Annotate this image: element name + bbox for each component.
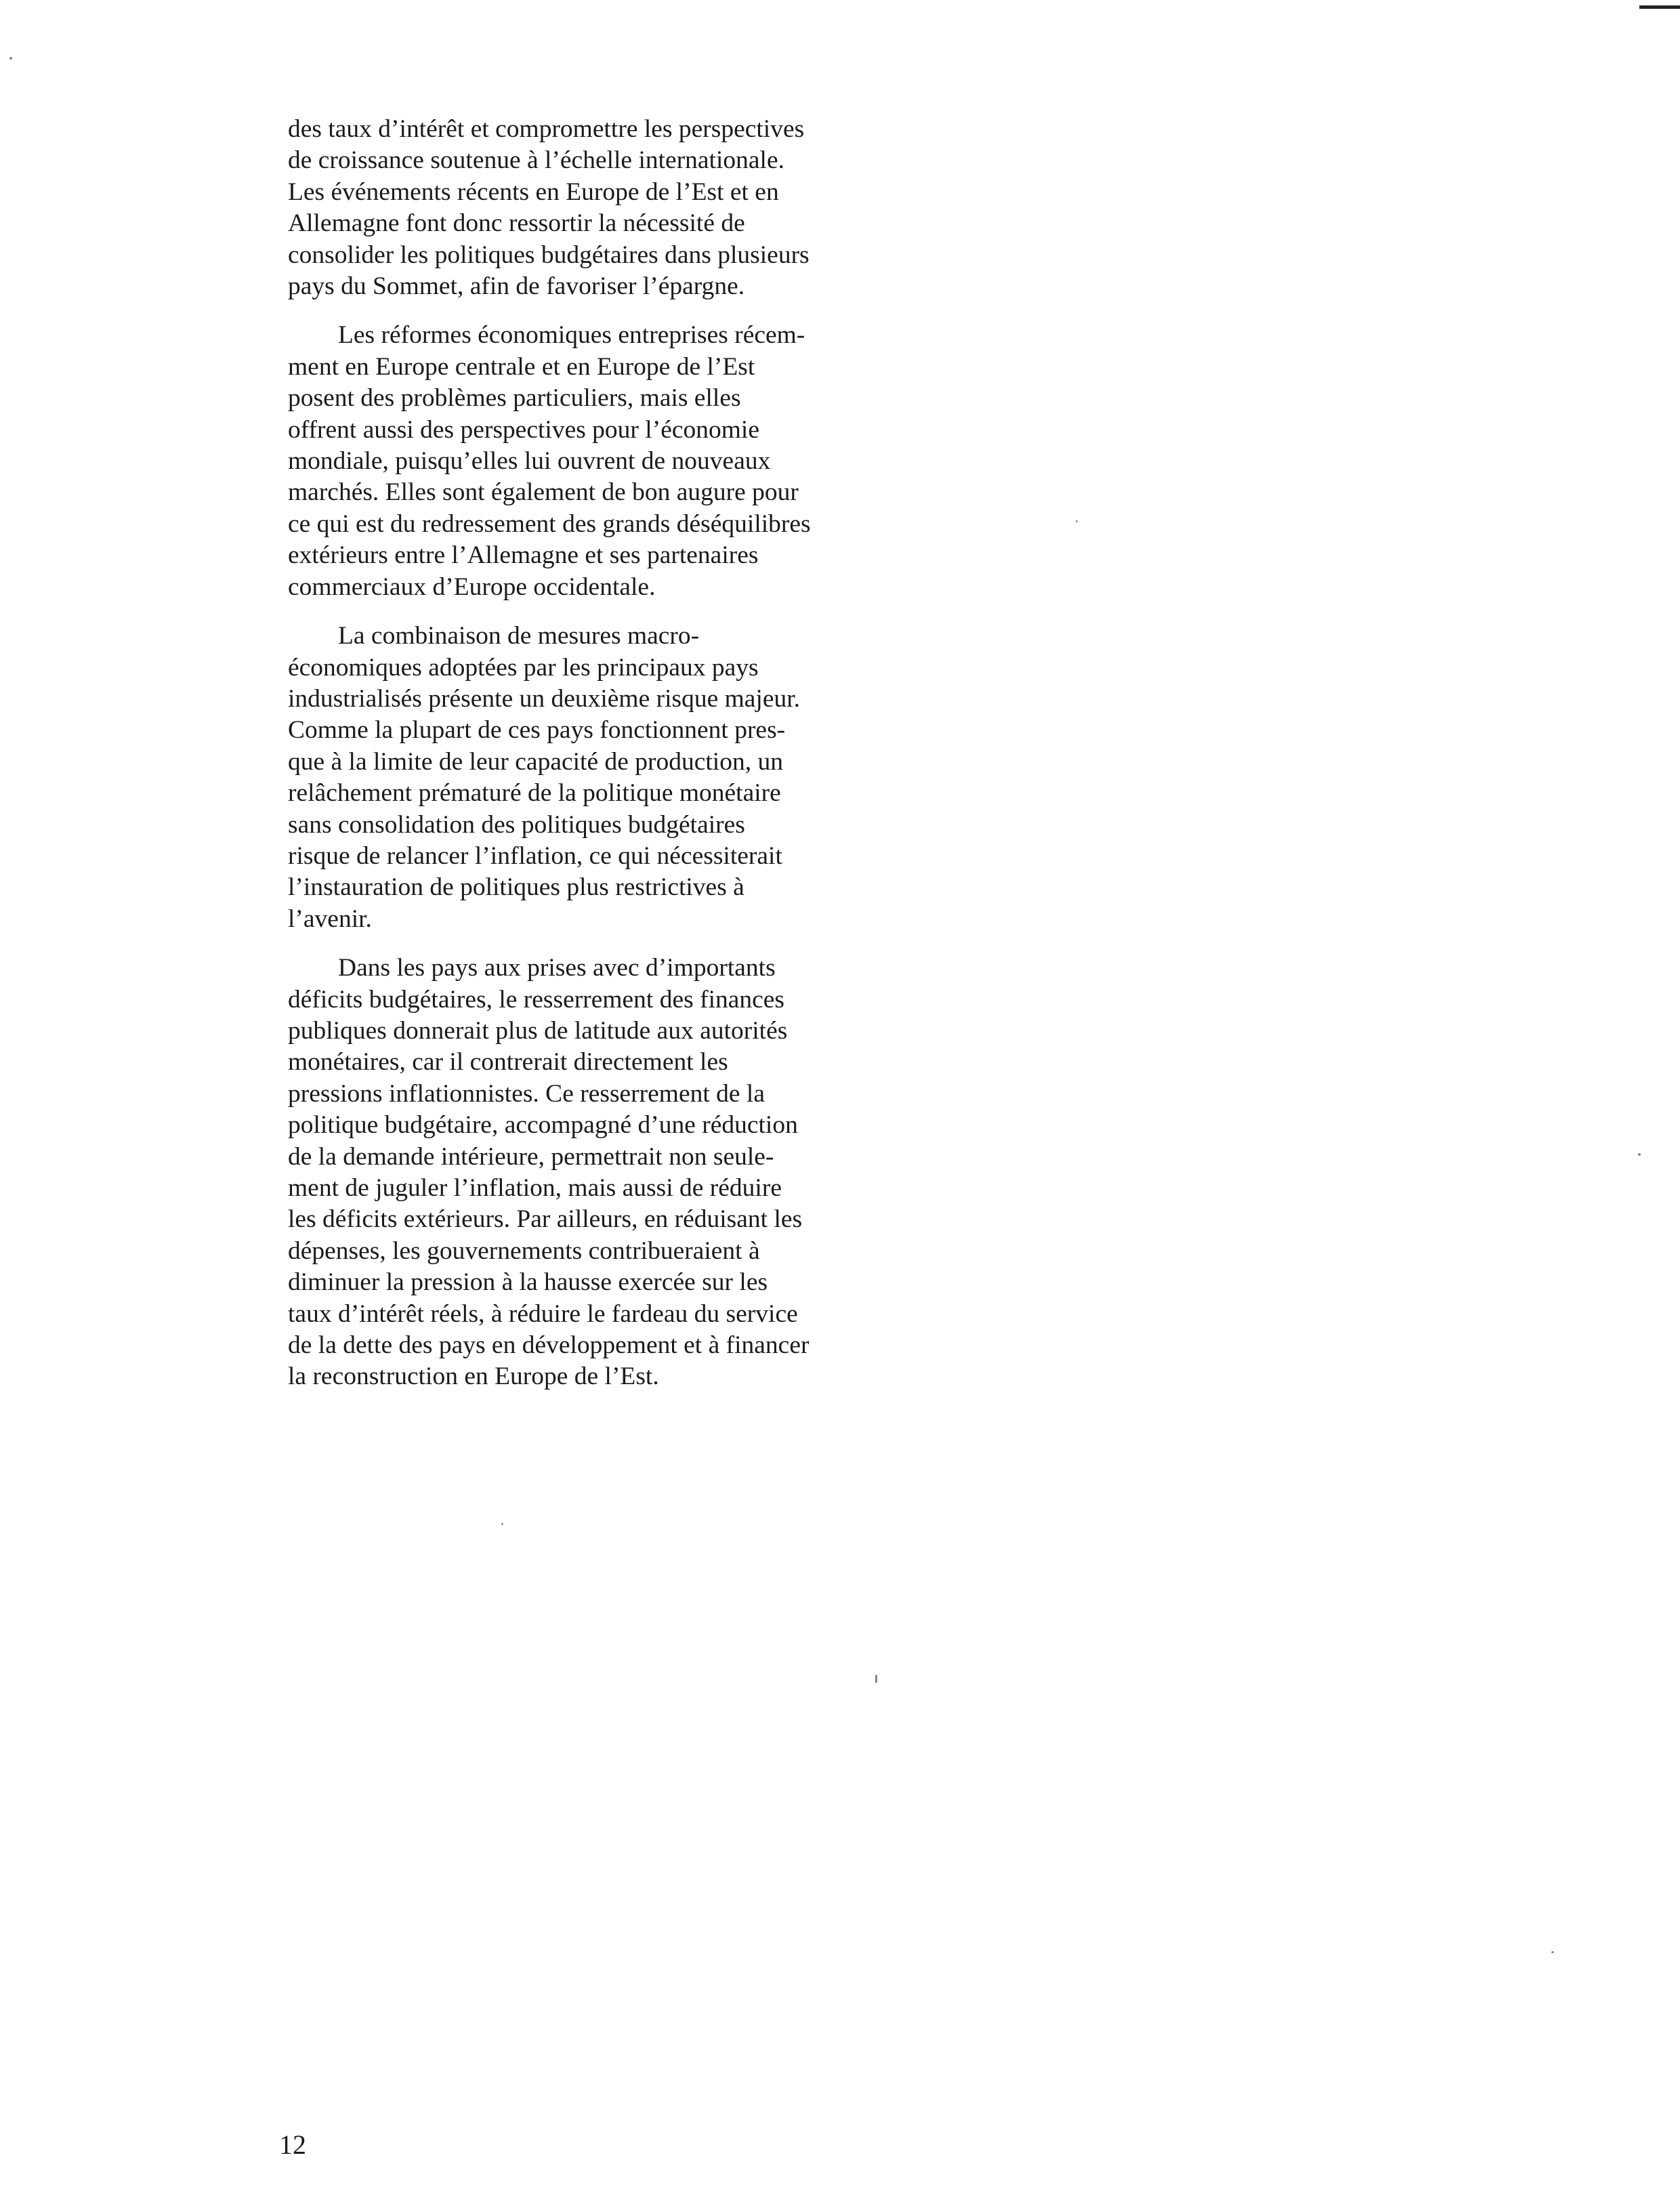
text-line: déficits budgétaires, le resserrement des finances — [288, 985, 785, 1014]
text-line: ment de juguler l’inflation, mais aussi de réduire — [288, 1174, 782, 1202]
text-line: extérieurs entre l’Allemagne et ses partenaires — [288, 541, 759, 570]
text-line: Allemagne font donc ressortir la nécessité de — [288, 209, 745, 238]
body-paragraph — [288, 621, 911, 935]
text-line: Dans les pays aux prises avec d’importants — [338, 954, 776, 982]
text-line: La combinaison de mesures macro- — [338, 622, 700, 650]
body-paragraph — [288, 953, 911, 1393]
text-line: ce qui est du redressement des grands déséquilibres — [288, 509, 811, 538]
text-line: politique budgétaire, accompagné d’une réduction — [288, 1111, 798, 1140]
scan-speck — [1551, 1951, 1554, 1953]
text-line: dépenses, les gouvernements contribueraient à — [288, 1236, 760, 1265]
scan-speck — [501, 1523, 503, 1525]
text-line: publiques donnerait plus de latitude aux autorités — [288, 1016, 788, 1045]
scan-speck — [1076, 520, 1078, 522]
text-line: Les événements récents en Europe de l’Est et en — [288, 178, 779, 206]
body-paragraph — [288, 114, 911, 302]
text-line: marchés. Elles sont également de bon augure pour — [288, 478, 799, 507]
text-line: économiques adoptées par les principaux pays — [288, 653, 759, 682]
body-text-column — [288, 114, 911, 1411]
text-line: l’instauration de politiques plus restrictives à — [288, 873, 744, 902]
text-line: diminuer la pression à la hausse exercée sur les — [288, 1268, 768, 1297]
scan-speck — [1638, 1153, 1641, 1156]
text-line: des taux d’intérêt et compromettre les perspectives — [288, 115, 805, 143]
text-line: Comme la plupart de ces pays fonctionnent pres- — [288, 716, 786, 745]
text-line: la reconstruction en Europe de l’Est. — [288, 1362, 659, 1391]
text-line: mondiale, puisqu’elles lui ouvrent de nouveaux — [288, 447, 771, 476]
text-line: de la dette des pays en développement et à financer — [288, 1331, 810, 1360]
text-line: que à la limite de leur capacité de production, un — [288, 747, 783, 776]
text-line: consolider les politiques budgétaires dans plusieurs — [288, 241, 810, 269]
text-line: commerciaux d’Europe occidentale. — [288, 572, 656, 601]
page-number: 12 — [279, 2129, 306, 2160]
text-line: de croissance soutenue à l’échelle internationale. — [288, 146, 784, 175]
text-line: les déficits extérieurs. Par ailleurs, en réduisant les — [288, 1205, 803, 1234]
text-line: pressions inflationnistes. Ce resserrement de la — [288, 1079, 765, 1108]
text-line: offrent aussi des perspectives pour l’économie — [288, 415, 759, 444]
text-line: pays du Sommet, afin de favoriser l’épargne. — [288, 272, 745, 301]
text-line: sans consolidation des politiques budgétaires — [288, 810, 745, 839]
text-line: Les réformes économiques entreprises récem- — [338, 321, 805, 350]
scan-speck — [875, 1675, 877, 1683]
text-line: taux d’intérêt réels, à réduire le fardeau du service — [288, 1299, 798, 1328]
text-line: risque de relancer l’inflation, ce qui nécessiterait — [288, 841, 782, 870]
text-line: posent des problèmes particuliers, mais elles — [288, 384, 741, 413]
text-line: ment en Europe centrale et en Europe de l’Est — [288, 352, 755, 381]
text-line: relâchement prématuré de la politique monétaire — [288, 779, 781, 808]
text-line: industrialisés présente un deuxième risque majeur. — [288, 684, 801, 713]
text-line: de la demande intérieure, permettrait non seule- — [288, 1142, 774, 1171]
scan-speck — [9, 57, 12, 60]
text-line: l’avenir. — [288, 904, 372, 933]
text-line: monétaires, car il contrerait directement les — [288, 1048, 728, 1077]
scan-edge-mark — [1639, 5, 1680, 9]
body-paragraph — [288, 320, 911, 603]
